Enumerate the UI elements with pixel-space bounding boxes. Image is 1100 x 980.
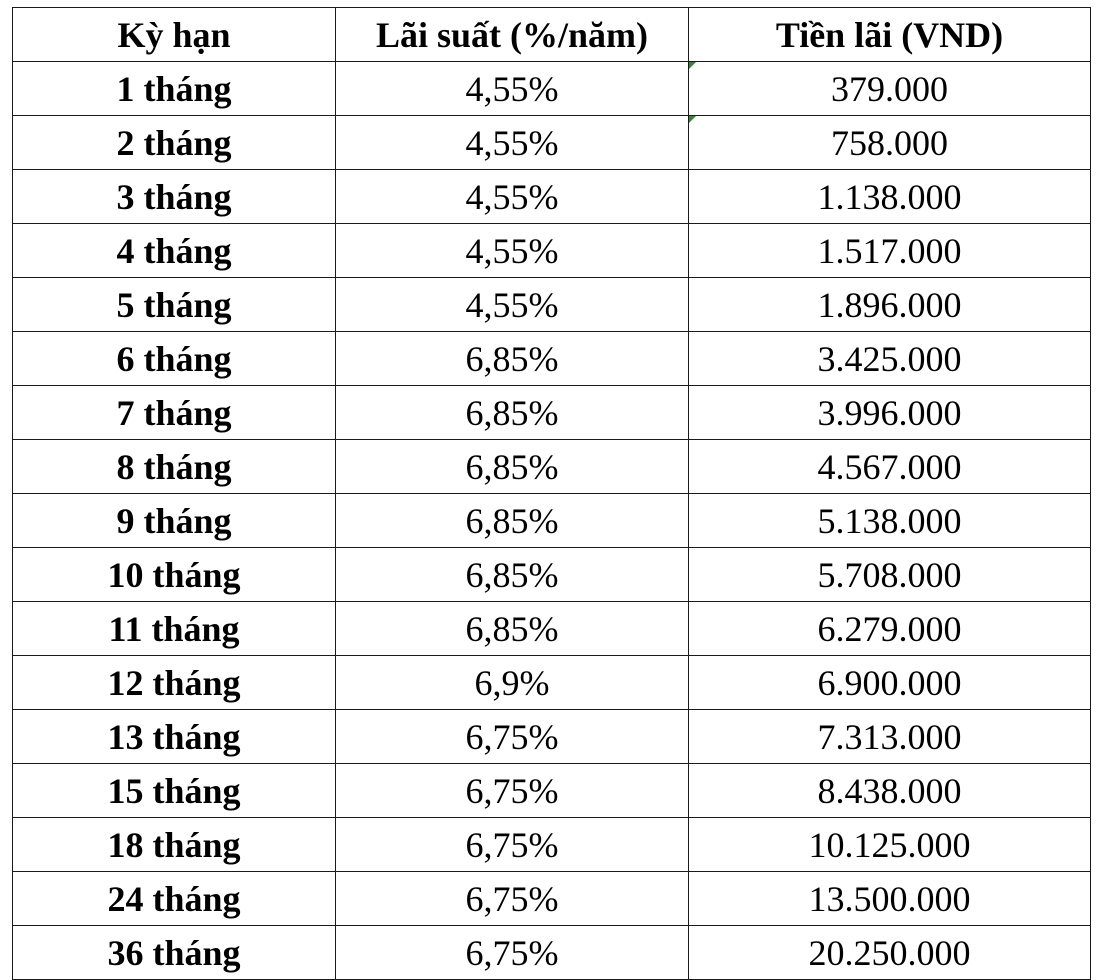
interest-cell[interactable] [689,386,1091,440]
term-cell[interactable]: 18 tháng [13,818,336,872]
interest-cell[interactable] [689,602,1091,656]
table-row [13,440,1091,494]
rate-cell[interactable]: 6,85% [336,548,689,602]
header-rate[interactable]: Lãi suất (%/năm) [336,8,689,62]
interest-value: 1.138.000 [817,176,962,217]
table-row [13,602,1091,656]
table-row [13,872,1091,926]
interest-cell[interactable] [689,170,1091,224]
rate-cell[interactable]: 6,75% [336,764,689,818]
term-cell[interactable]: 4 tháng [13,224,336,278]
spreadsheet-table-region [12,7,1090,972]
term-cell[interactable]: 2 tháng [13,116,336,170]
interest-value: 5.708.000 [817,554,962,595]
interest-cell[interactable] [689,440,1091,494]
rate-cell[interactable]: 6,85% [336,440,689,494]
interest-value: 3.425.000 [817,338,962,379]
interest-cell[interactable] [689,62,1091,116]
interest-rate-table [12,7,1091,980]
interest-cell[interactable] [689,494,1091,548]
interest-cell[interactable] [689,116,1091,170]
term-cell[interactable]: 3 tháng [13,170,336,224]
interest-value: 13.500.000 [808,878,971,919]
term-cell[interactable]: 11 tháng [13,602,336,656]
interest-value: 7.313.000 [817,716,962,757]
rate-cell[interactable]: 6,9% [336,656,689,710]
interest-value: 379.000 [831,68,948,109]
term-cell[interactable]: 1 tháng [13,62,336,116]
interest-cell[interactable] [689,656,1091,710]
term-cell[interactable]: 7 tháng [13,386,336,440]
rate-cell[interactable]: 6,75% [336,710,689,764]
interest-cell[interactable] [689,710,1091,764]
interest-cell[interactable] [689,548,1091,602]
term-cell[interactable]: 6 tháng [13,332,336,386]
table-row [13,656,1091,710]
table-row [13,224,1091,278]
rate-cell[interactable]: 6,75% [336,926,689,980]
table-row [13,818,1091,872]
rate-cell[interactable]: 6,85% [336,494,689,548]
table-row [13,926,1091,980]
term-cell[interactable]: 36 tháng [13,926,336,980]
interest-value: 8.438.000 [817,770,962,811]
term-cell[interactable]: 9 tháng [13,494,336,548]
table-row [13,710,1091,764]
term-cell[interactable]: 12 tháng [13,656,336,710]
header-interest[interactable]: Tiền lãi (VND) [689,8,1091,62]
interest-value: 4.567.000 [817,446,962,487]
interest-cell[interactable] [689,872,1091,926]
interest-cell[interactable] [689,818,1091,872]
table-row [13,764,1091,818]
rate-cell[interactable]: 4,55% [336,278,689,332]
rate-cell[interactable]: 4,55% [336,62,689,116]
rate-cell[interactable]: 6,75% [336,818,689,872]
rate-cell[interactable]: 6,85% [336,602,689,656]
rate-cell[interactable]: 4,55% [336,170,689,224]
interest-value: 6.900.000 [817,662,962,703]
interest-value: 3.996.000 [817,392,962,433]
term-cell[interactable]: 24 tháng [13,872,336,926]
rate-cell[interactable]: 4,55% [336,224,689,278]
interest-cell[interactable] [689,764,1091,818]
rate-cell[interactable]: 6,75% [336,872,689,926]
header-row [13,8,1091,62]
term-cell[interactable]: 5 tháng [13,278,336,332]
interest-cell[interactable] [689,224,1091,278]
table-row [13,116,1091,170]
rate-cell[interactable]: 6,85% [336,386,689,440]
table-row [13,494,1091,548]
table-row [13,386,1091,440]
table-row [13,332,1091,386]
interest-cell[interactable] [689,926,1091,980]
interest-cell[interactable] [689,332,1091,386]
table-body [13,62,1091,980]
rate-cell[interactable]: 6,85% [336,332,689,386]
interest-value: 758.000 [831,122,948,163]
interest-value: 6.279.000 [817,608,962,649]
interest-value: 20.250.000 [808,932,971,973]
rate-cell[interactable]: 4,55% [336,116,689,170]
interest-value: 1.896.000 [817,284,962,325]
table-row [13,278,1091,332]
header-term[interactable]: Kỳ hạn [13,8,336,62]
interest-cell[interactable] [689,278,1091,332]
term-cell[interactable]: 10 tháng [13,548,336,602]
cell-indicator-icon [689,116,696,123]
term-cell[interactable]: 8 tháng [13,440,336,494]
term-cell[interactable]: 13 tháng [13,710,336,764]
table-row [13,170,1091,224]
term-cell[interactable]: 15 tháng [13,764,336,818]
table-row [13,548,1091,602]
interest-value: 10.125.000 [808,824,971,865]
cell-indicator-icon [689,62,696,69]
interest-value: 1.517.000 [817,230,962,271]
table-row [13,62,1091,116]
interest-value: 5.138.000 [817,500,962,541]
